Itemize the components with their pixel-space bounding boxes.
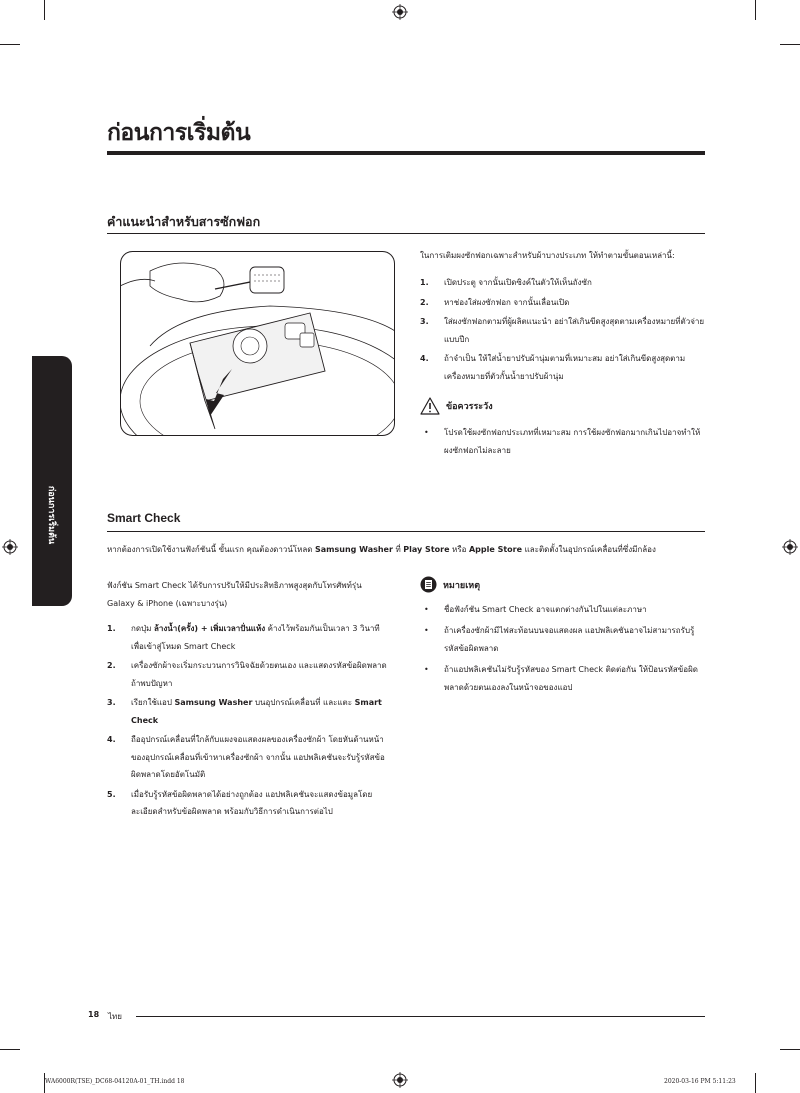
list-item (107, 657, 387, 692)
print-file-slug: WA6000R(TSE)_DC68-04120A-01_TH.indd 18 (45, 1078, 185, 1085)
intro-text: หรือ (449, 545, 469, 554)
smart-check-heading: Smart Check (107, 511, 181, 525)
store-name: Play Store (403, 545, 450, 554)
crop-mark (0, 44, 20, 45)
crop-mark (0, 1049, 20, 1050)
side-tab-label: ก่อนการเริ่มต้น (46, 485, 56, 545)
step-text: หาช่องใส่ผงซักฟอก จากนั้นเลื่อนเปิด (444, 297, 570, 307)
step-text: ใส่ผงซักฟอกตามที่ผู้ผลิตแนะนำ อย่าใส่เกินขีดสูงสุดตามเครื่องหมายที่ตัวจ่ายแบบปีก (444, 317, 705, 344)
list-item: • ถ้าแอปพลิเคชันไม่รับรู้รหัสของ Smart Check ติดต่อกัน ให้ป้อนรหัสข้อผิดพลาดด้วยตนเองลงในหน้าจอของแอป (420, 661, 705, 697)
detergent-heading: คำแนะนำสำหรับสารซักฟอก (107, 214, 261, 229)
crop-mark (780, 1049, 800, 1050)
detergent-steps (420, 274, 710, 387)
section-divider (107, 233, 705, 234)
step-text: เปิดประตู จากนั้นเปิดซิงค์ในตัวให้เห็นถังซัก (444, 278, 592, 287)
registration-mark-icon (392, 4, 408, 20)
step-text: เครื่องซักผ้าจะเริ่มกระบวนการวินิจฉัยด้วยตนเอง และแสดงรหัสข้อผิดพลาดถ้าพบปัญหา (131, 661, 387, 688)
crop-mark (44, 0, 45, 20)
footer-rule (136, 1016, 705, 1017)
step-text: เมื่อรับรู้รหัสข้อผิดพลาดได้อย่างถูกต้อง แอปพลิเคชันจะแสดงข้อมูลโดยละเอียดสำหรับข้อผิดพลาด พร้อมกับวิธีการดำเนินการต่อไป (131, 789, 373, 816)
list-item (107, 731, 387, 784)
print-timestamp: 2020-03-16 PM 5:11:23 (664, 1078, 736, 1085)
list-item (420, 350, 710, 385)
page-number: 18 (88, 1010, 100, 1019)
page-language: ไทย (108, 1012, 122, 1021)
title-divider (107, 151, 705, 155)
caution-title: ข้อควรระวัง (446, 402, 493, 412)
step-number: 3. (420, 317, 429, 326)
step-text: ถ้าจำเป็น ให้ใส่น้ำยาปรับผ้านุ่มตามที่เหมาะสม อย่าใส่เกินขีดสูงสุดตามเครื่องหมายที่ตัวกั้นน้ำยาปรับผ้านุ่ม (444, 354, 686, 381)
note-heading (420, 576, 480, 593)
list-item: • ชื่อฟังก์ชัน Smart Check อาจแตกต่างกันไปในแต่ละภาษา (420, 601, 705, 619)
smart-check-steps (107, 620, 387, 823)
smart-check-description: ฟังก์ชัน Smart Check ได้รับการปรับให้มีประสิทธิภาพสูงสุดกับโทรศัพท์รุ่น Galaxy & iPhone (เฉพาะบางรุ่น) (107, 581, 362, 608)
app-name: Samsung Washer (174, 698, 253, 707)
warning-icon (420, 397, 440, 415)
crop-mark (755, 0, 756, 20)
detergent-dispenser-illustration (120, 251, 395, 436)
note-list (420, 601, 705, 700)
app-name: Samsung Washer (315, 545, 393, 554)
step-number: 1. (420, 278, 429, 287)
step-number: 2. (107, 661, 116, 670)
step-number: 2. (420, 297, 429, 307)
button-name: ล้างน้ำ(ครั้ง) + เพิ่มเวลาปั่นแห้ง (153, 624, 266, 633)
registration-mark-icon (392, 1072, 408, 1088)
chapter-side-tab[interactable] (32, 356, 72, 606)
list-item: • ถ้าเครื่องซักผ้ามีไฟสะท้อนบนจอแสดงผล แอปพลิเคชันอาจไม่สามารถรับรู้รหัสข้อผิดพลาด (420, 622, 705, 658)
smart-check-intro (107, 541, 707, 559)
crop-mark (755, 1073, 756, 1093)
list-item (107, 620, 387, 655)
step-number: 4. (107, 735, 116, 744)
step-number: 4. (420, 354, 429, 363)
list-item: • โปรดใช้ผงซักฟอกประเภทที่เหมาะสม การใช้ผงซักฟอกมากเกินไปอาจทำให้ผงซักฟอกไม่ละลาย (420, 424, 705, 460)
note-icon (420, 576, 437, 593)
intro-text: หากต้องการเปิดใช้งานฟังก์ชันนี้ ขั้นแรก คุณต้องดาวน์โหลด (107, 545, 315, 554)
crop-mark (780, 44, 800, 45)
step-number: 3. (107, 698, 116, 707)
section-divider (107, 531, 705, 532)
list-item (420, 313, 710, 348)
detergent-intro: ในการเติมผงซักฟอกเฉพาะสำหรับผ้าบางประเภท ให้ทำตามขั้นตอนเหล่านี้: (420, 251, 675, 260)
page-title: ก่อนการเริ่มต้น (107, 120, 251, 146)
step-text: ถืออุปกรณ์เคลื่อนที่ใกล้กับแผงจอแสดงผลของเครื่องซักผ้า โดยหันด้านหน้าของอุปกรณ์เคลื่อนที่เข้าหาเครื่องซักผ้า จากนั้น แอปพลิเคชันจะรับรู้รหัสข้อผิดพลาดโดยอัตโนมัติ (131, 735, 385, 779)
caution-list (420, 424, 705, 463)
store-name: Apple Store (468, 545, 523, 554)
list-item (420, 294, 710, 312)
step-text: ค้างไว้พร้อมกันเป็นเวลา 3 วินาทีเพื่อเข้าสู่โหมด Smart Check (131, 624, 380, 651)
list-item (107, 694, 387, 729)
intro-text: ที่ (392, 545, 404, 554)
note-title: หมายเหตุ (443, 580, 481, 591)
step-text: บนอุปกรณ์เคลื่อนที่ และแตะ (252, 698, 355, 707)
caution-heading (420, 397, 493, 415)
step-number: 1. (107, 624, 116, 633)
intro-text: และติดตั้งในอุปกรณ์เคลื่อนที่ซึ่งมีกล้อง (522, 545, 656, 554)
feature-name: Smart Check (131, 698, 382, 725)
registration-mark-icon (782, 539, 798, 555)
step-number: 5. (107, 789, 116, 799)
list-item (420, 274, 710, 292)
step-text: กดปุ่ม (131, 624, 154, 633)
list-item (107, 786, 387, 821)
registration-mark-icon (2, 539, 18, 555)
step-text: เรียกใช้แอป (131, 698, 175, 707)
